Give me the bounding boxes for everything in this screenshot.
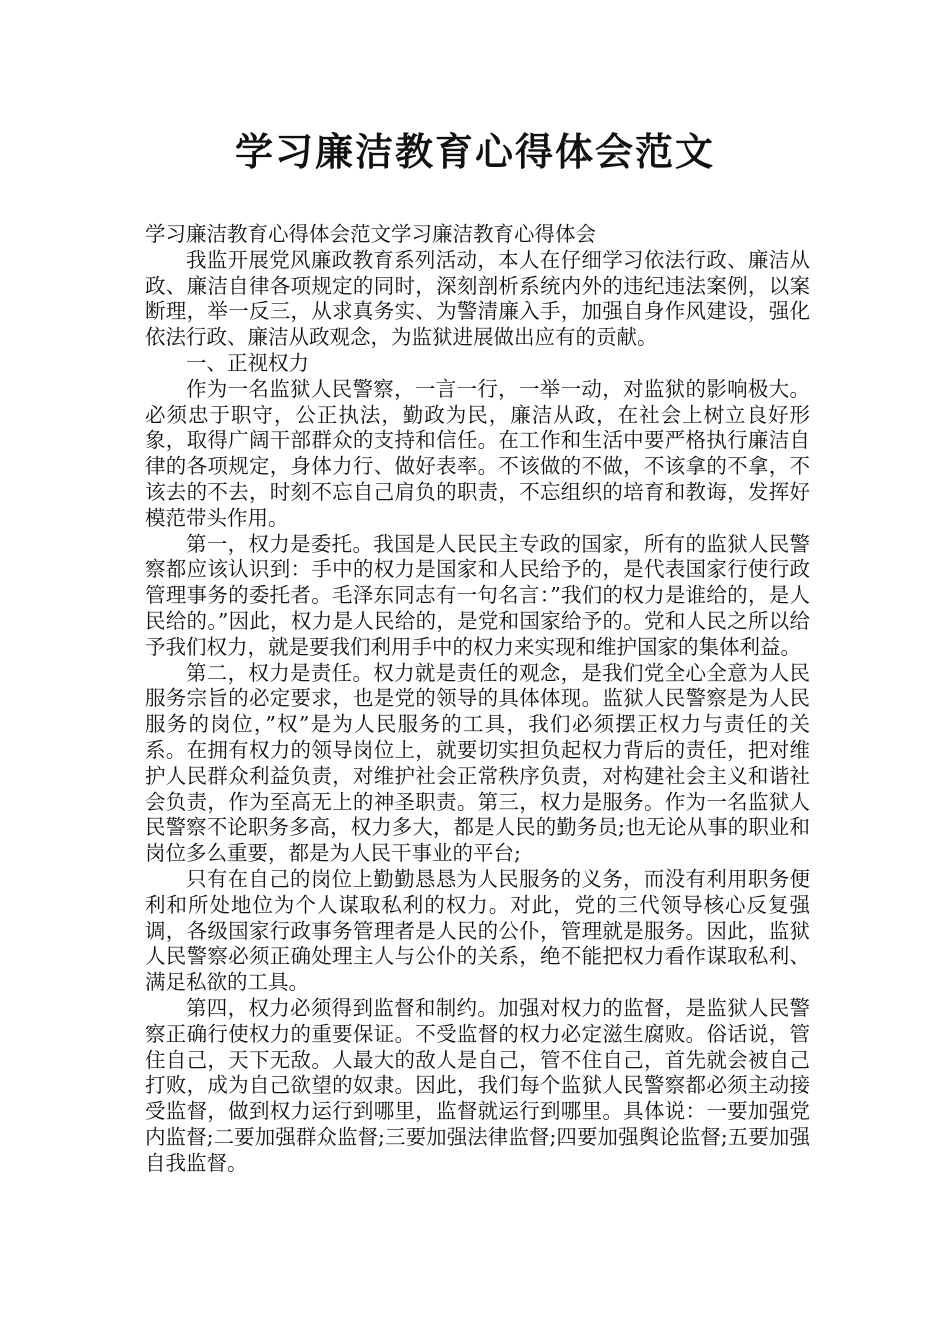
- document-subtitle: 学习廉洁教育心得体会范文学习廉洁教育心得体会: [145, 222, 596, 246]
- page-title: 学习廉洁教育心得体会范文: [234, 130, 715, 174]
- paragraph-role: 作为一名监狱人民警察，一言一行，一举一动，对监狱的影响极大。必须忠于职守，公正执法，勤政为民，廉洁从政，在社会上树立良好形象，取得广阔干部群众的支持和信任。在工作和生活中要严格执行廉洁自律的各项规定，身体力行、做好表率。不该做的不做，不该拿的不拿，不该去的不去，时刻不忘自己肩负的职责，不忘组织的培育和教诲，发挥好模范带头作用。: [145, 376, 810, 530]
- section-heading-face-power: 一、正视权力: [186, 350, 309, 375]
- paragraph-power-is-entrustment: 第一，权力是委托。我国是人民民主专政的国家，所有的监狱人民警察都应该认识到：手中的权力是国家和人民给予的，是代表国家行使行政管理事务的委托者。毛泽东同志有一句名言：”我们的权力是谁给的，是人民给的。”因此，权力是人民给的，是党和国家给予的。党和人民之所以给予我们权力，就是要我们利用手中的权力来实现和维护国家的集体利益。: [145, 531, 810, 659]
- paragraph-intro: 我监开展党风廉政教育系列活动，本人在仔细学习依法行政、廉洁从政、廉洁自律各项规定的同时，深刻剖析系统内外的违纪违法案例，以案断理，举一反三，从求真务实、为警清廉入手，加强自身作风建设，强化依法行政、廉洁从政观念，为监狱进展做出应有的贡献。: [145, 247, 810, 350]
- paragraph-duty-not-privilege: 只有在自己的岗位上勤勤恳恳为人民服务的义务，而没有利用职务便利和所处地位为个人谋取私利的权力。对此，党的三代领导核心反复强调，各级国家行政事务管理者是人民的公仆，管理就是服务。因此，监狱人民警察必须正确处理主人与公仆的关系，绝不能把权力看作谋取私利、满足私欲的工具。: [145, 866, 810, 995]
- paragraph-power-supervision: 第四，权力必须得到监督和制约。加强对权力的监督，是监狱人民警察正确行使权力的重要保证。不受监督的权力必定滋生腐败。俗话说，管住自己，天下无敌。人最大的敌人是自己，管不住自己，首先就会被自己打败，成为自己欲望的奴隶。因此，我们每个监狱人民警察都必须主动接受监督，做到权力运行到哪里，监督就运行到哪里。具体说：一要加强党内监督;二要加强群众监督;三要加强法律监督;四要加强舆论监督;五要加强自我监督。: [145, 995, 810, 1175]
- document-body: [145, 222, 810, 1176]
- paragraph-power-is-responsibility: 第二，权力是责任。权力就是责任的观念，是我们党全心全意为人民服务宗旨的必定要求，也是党的领导的具体体现。监狱人民警察是为人民服务的岗位，”权”是为人民服务的工具，我们必须摆正权力与责任的关系。在拥有权力的领导岗位上，就要切实担负起权力背后的责任，把对维护人民群众利益负责，对维护社会正常秩序负责，对构建社会主义和谐社会负责，作为至高无上的神圣职责。第三，权力是服务。作为一名监狱人民警察不论职务多高，权力多大，都是人民的勤务员;也无论从事的职业和岗位多么重要，都是为人民干事业的平台;: [145, 660, 810, 866]
